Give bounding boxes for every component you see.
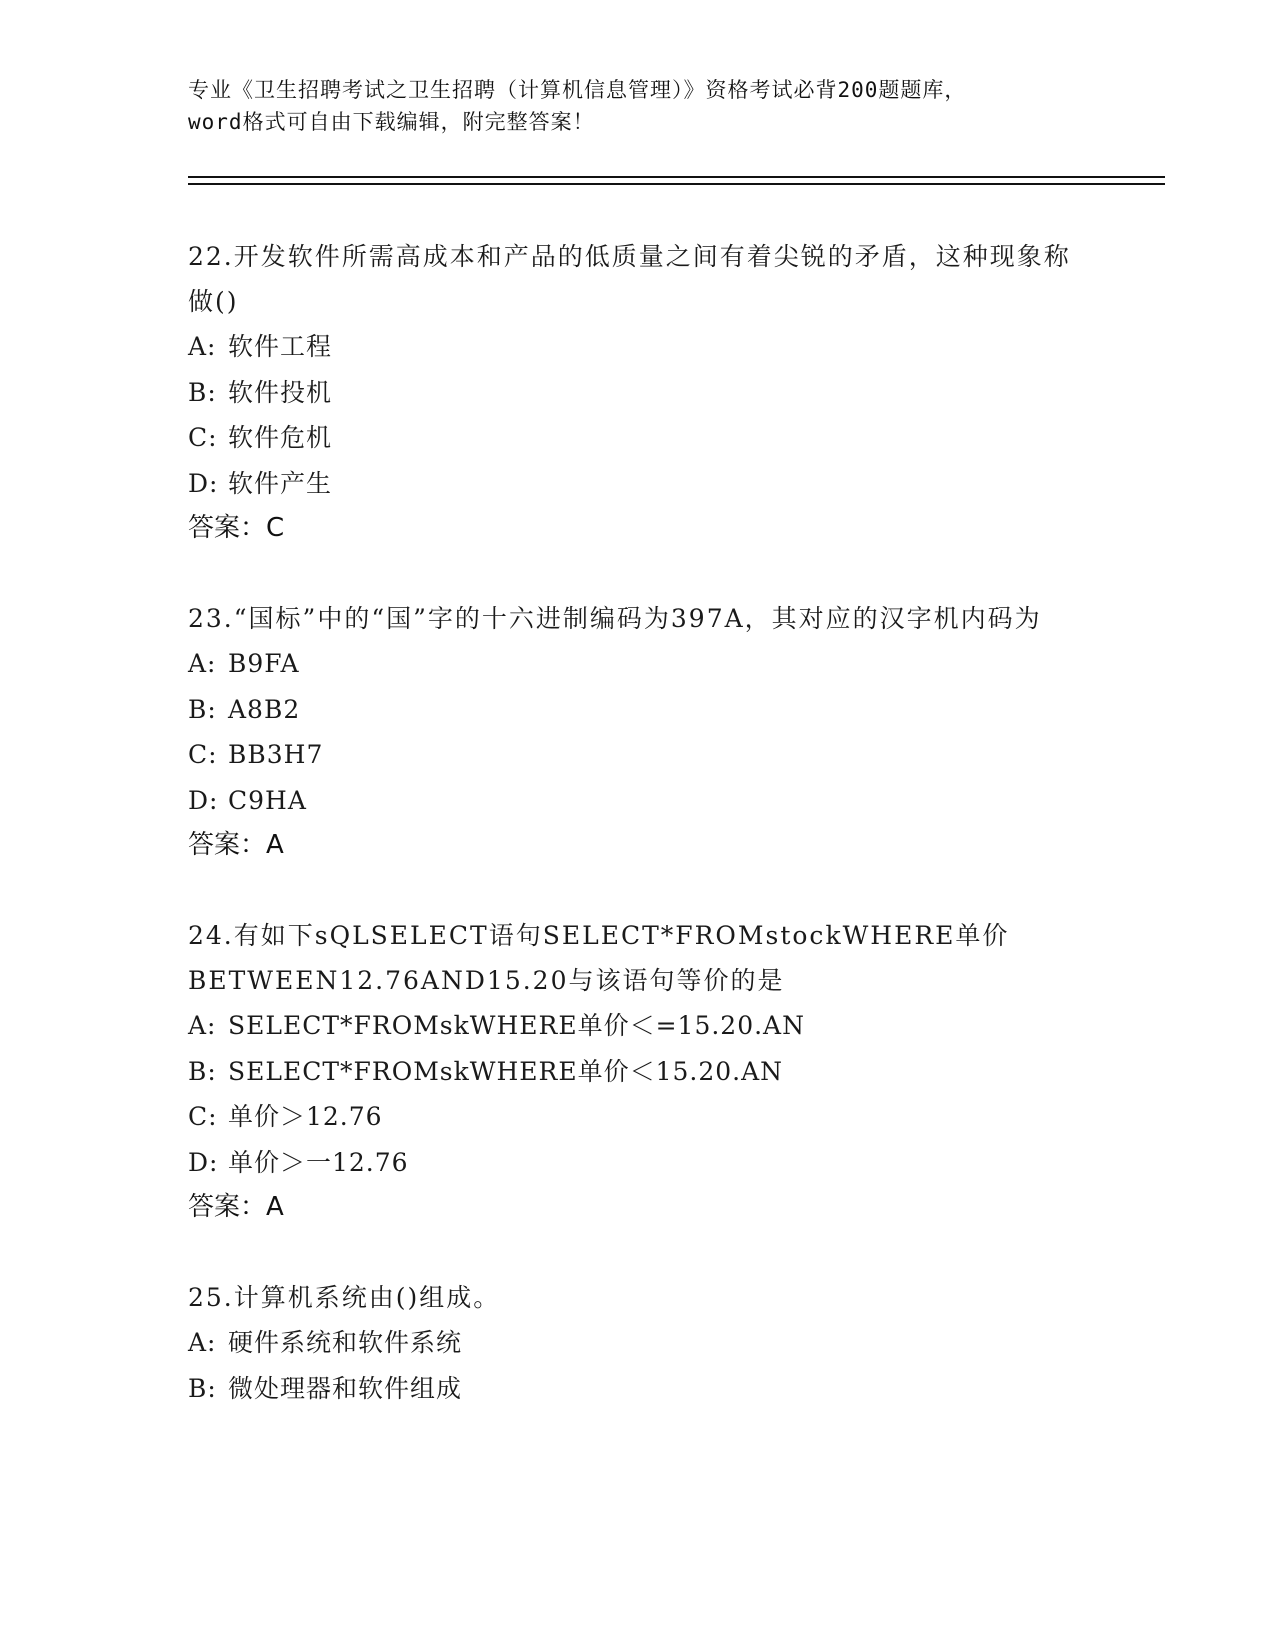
question-25 — [188, 1275, 1088, 1411]
option-d — [188, 461, 1088, 507]
option-letter: A: — [188, 332, 217, 361]
header-divider-bottom — [188, 183, 1165, 185]
option-text: A8B2 — [228, 694, 301, 724]
option-text: C9HA — [228, 785, 307, 815]
option-letter: A: — [188, 649, 217, 678]
option-letter: B: — [188, 1056, 217, 1086]
option-letter: C: — [188, 1102, 218, 1131]
option-letter: A: — [188, 1328, 217, 1357]
option-letter: C: — [188, 740, 218, 769]
question-text: 24.有如下sQLSELECT语句SELECT*FROMstockWHERE单价BETWEEN12.76AND15.20与该语句等价的是 — [188, 921, 1010, 995]
option-letter: B: — [188, 694, 217, 724]
question-text: 23.“国标”中的“国”字的十六进制编码为397A，其对应的汉字机内码为 — [188, 604, 1042, 633]
option-text: 单价＞12.76 — [228, 1102, 383, 1131]
answer-label: 答案：A — [188, 830, 284, 860]
question-23 — [188, 596, 1088, 868]
option-letter: B: — [188, 1373, 217, 1403]
option-letter: C: — [188, 423, 218, 452]
header-title-line-1: 专业《卫生招聘考试之卫生招聘（计算机信息管理）》资格考试必背200题题库， — [188, 78, 967, 102]
option-text: 软件工程 — [228, 332, 333, 361]
option-text: SELECT*FROMskWHERE单价＜=15.20.AN — [228, 1011, 805, 1040]
option-b — [188, 370, 1088, 416]
option-letter: A: — [188, 1011, 217, 1040]
option-text: BB3H7 — [228, 740, 324, 769]
question-24 — [188, 913, 1088, 1230]
option-c — [188, 415, 1088, 461]
option-text: 硬件系统和软件系统 — [228, 1328, 463, 1357]
question-22 — [188, 234, 1088, 551]
option-d — [188, 778, 1088, 824]
option-a — [188, 324, 1088, 370]
option-c — [188, 1094, 1088, 1140]
option-letter: D: — [188, 1147, 219, 1177]
option-letter: D: — [188, 468, 219, 498]
question-text: 22.开发软件所需高成本和产品的低质量之间有着尖锐的矛盾，这种现象称做() — [188, 242, 1071, 316]
option-text: 单价＞一12.76 — [228, 1147, 409, 1177]
option-b — [188, 687, 1088, 733]
answer-label: 答案：A — [188, 1192, 284, 1222]
option-text: B9FA — [228, 649, 300, 678]
option-d — [188, 1140, 1088, 1186]
header-title-line-2: word格式可自由下载编辑，附完整答案！ — [188, 110, 595, 134]
option-a — [188, 1003, 1088, 1049]
option-a — [188, 1320, 1088, 1366]
option-b — [188, 1366, 1088, 1412]
question-text: 25.计算机系统由()组成。 — [188, 1283, 501, 1312]
header-divider-top — [188, 176, 1165, 178]
option-b — [188, 1049, 1088, 1095]
question-list — [188, 234, 1088, 1456]
document-header — [188, 74, 1088, 138]
option-text: 软件产生 — [228, 468, 333, 498]
option-text: 微处理器和软件组成 — [228, 1373, 463, 1403]
option-text: 软件投机 — [228, 377, 333, 407]
option-c — [188, 732, 1088, 778]
option-text: SELECT*FROMskWHERE单价＜15.20.AN — [228, 1056, 784, 1086]
option-a — [188, 641, 1088, 687]
answer-label: 答案：C — [188, 513, 285, 543]
option-letter: B: — [188, 377, 217, 407]
option-letter: D: — [188, 785, 219, 815]
option-text: 软件危机 — [228, 423, 333, 452]
